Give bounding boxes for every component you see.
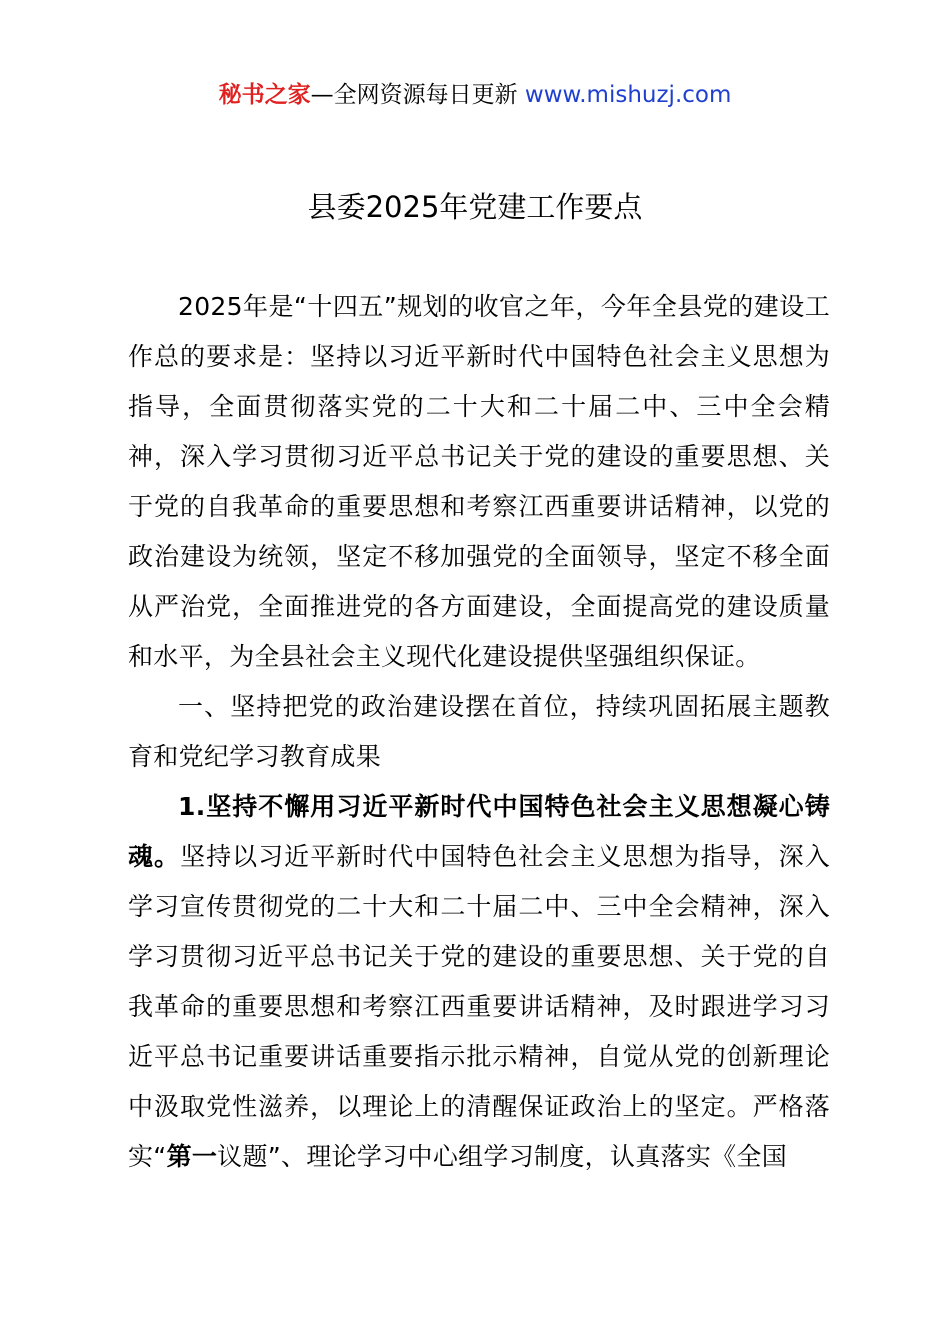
- item-paragraph-1: [128, 782, 830, 1182]
- item-body-1b: 议题”、理论学习中心组学习制度，认真落实《全国: [217, 1142, 788, 1171]
- item-body-1a: 坚持以习近平新时代中国特色社会主义思想为指导，深入学习宣传贯彻党的二十大和二十届二中、三中全会精神，深入学习贯彻习近平总书记关于党的建设的重要思想、关于党的自我革命的重要思想和考察江西重要讲话精神，及时跟进学习习近平总书记重要讲话重要指示批示精神，自觉从党的创新理论中汲取党性滋养，以理论上的清醒保证政治上的坚定。严格落实“: [128, 842, 830, 1171]
- document-body: [128, 282, 830, 1182]
- site-header: [0, 78, 950, 112]
- site-tagline: —全网资源每日更新: [310, 82, 525, 108]
- site-url-link[interactable]: www.mishuzj.com: [524, 82, 732, 108]
- site-brand[interactable]: 秘书之家: [218, 82, 311, 108]
- document-title: 县委2025年党建工作要点: [307, 190, 643, 224]
- item-body-1-bold: 第一: [166, 1142, 218, 1171]
- section-heading-1: 一、坚持把党的政治建设摆在首位，持续巩固拓展主题教育和党纪学习教育成果: [128, 692, 830, 771]
- item-heading-1: 1.坚持不懈用习近平新时代中国特色社会主义思想凝心铸魂。: [128, 792, 830, 871]
- intro-paragraph: 2025年是“十四五”规划的收官之年，今年全县党的建设工作总的要求是：坚持以习近平新时代中国特色社会主义思想为指导，全面贯彻落实党的二十大和二十届二中、三中全会精神，深入学习贯彻习近平总书记关于党的建设的重要思想、关于党的自我革命的重要思想和考察江西重要讲话精神，以党的政治建设为统领，坚定不移加强党的全面领导，坚定不移全面从严治党，全面推进党的各方面建设，全面提高党的建设质量和水平，为全县社会主义现代化建设提供坚强组织保证。: [128, 292, 830, 671]
